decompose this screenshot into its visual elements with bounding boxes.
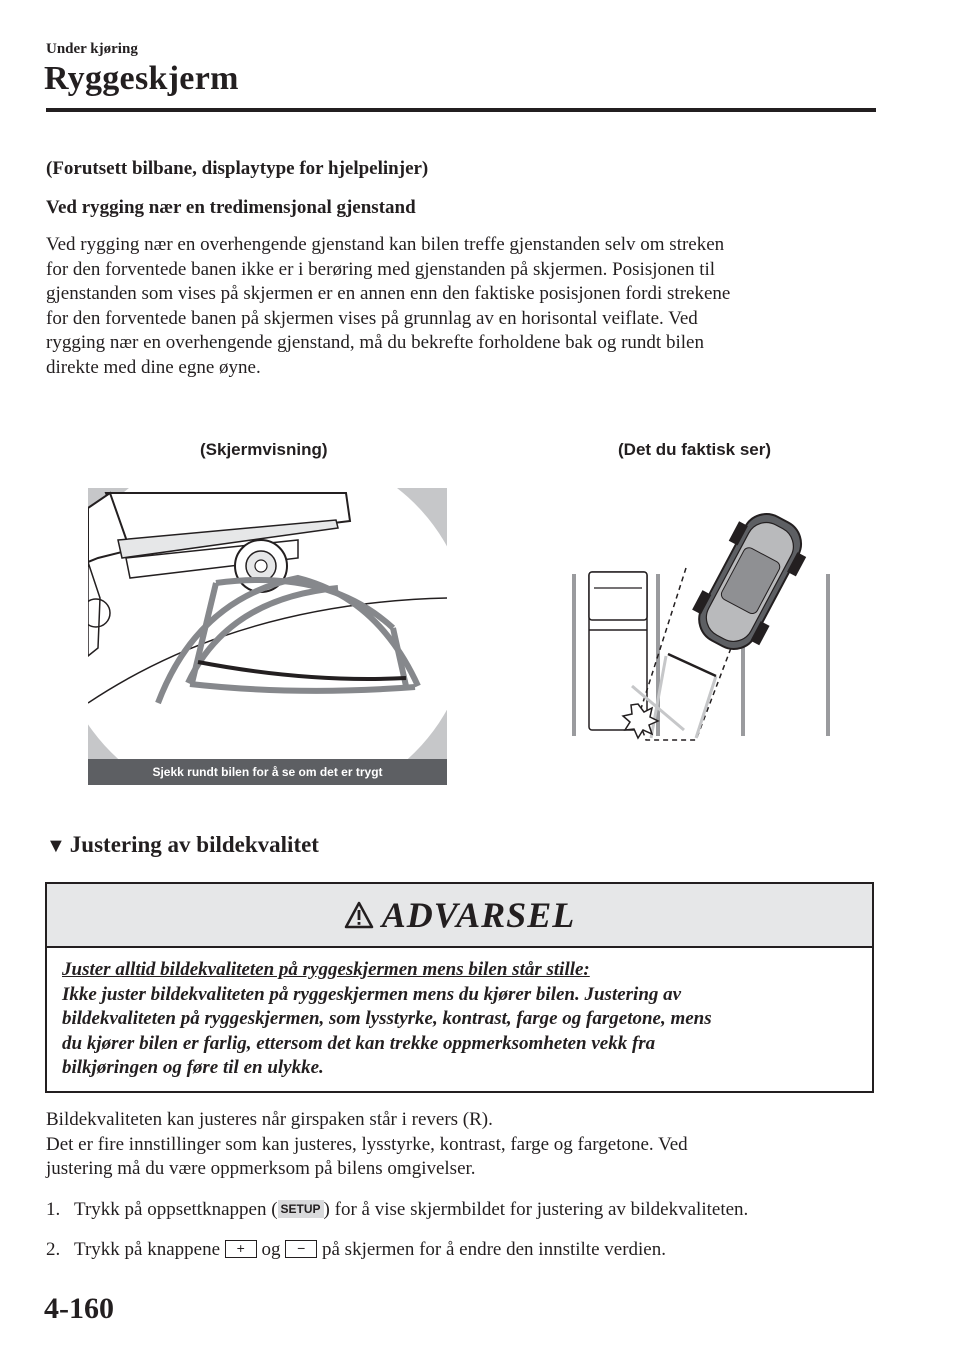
section-marker-icon: ▼ [46,835,66,857]
steps-list [46,1199,896,1279]
three-d-object-heading: Ved rygging nær en tredimensjonal gjenstand [46,197,416,218]
warning-lead: Juster alltid bildekvaliteten på ryggeskjermen mens bilen står stille: [62,959,590,980]
section-label: Under kjøring [46,41,138,57]
step-text-part: Trykk på oppsettknappen ( [74,1199,278,1220]
warning-box [45,882,874,1093]
setup-key-icon: SETUP [278,1200,324,1218]
page-number: 4-160 [44,1292,114,1325]
step-text-part: Trykk på knappene [74,1239,225,1260]
warning-title: ADVARSEL [381,895,576,935]
plus-key-icon: + [225,1240,257,1258]
image-quality-title: Justering av bildekvalitet [69,832,319,857]
warning-line: du kjører bilen er farlig, ettersom det kan trekke oppmerksomheten vekk fra [62,1032,656,1054]
camera-screen-illustration [88,488,447,785]
image-quality-heading [46,832,319,858]
parking-diagram [556,488,846,758]
warning-line: bilkjøringen og føre til en ulykke. [62,1057,324,1078]
text-line: rygging nær en overhengende gjenstand, må du bekrefte forholdene bak og rundt bilen [46,332,704,354]
actual-view-diagram [556,488,846,763]
guide-line-heading: (Forutsett bilbane, displaytype for hjelpelinjer) [46,158,429,179]
text-line: direkte med dine egne øyne. [46,356,261,378]
truck-and-guide-lines [88,488,447,785]
intro-paragraph [46,233,886,381]
step-text [74,1239,666,1261]
title-rule [46,108,876,112]
text-line: for den forventede banen ikke er i berøring med gjenstanden på skjermen. Posisjonen til [46,258,716,280]
step-number: 1. [46,1199,61,1220]
adjustment-paragraph [46,1108,886,1182]
text-line: Det er fire innstillinger som kan justeres, lysstyrke, kontrast, farge og fargetone. Ved [46,1133,688,1155]
page-title: Ryggeskjerm [44,60,239,97]
text-line: justering må du være oppmerksom på bilens omgivelser. [46,1158,476,1180]
warning-header [47,884,872,948]
minus-key-icon: − [285,1240,317,1258]
warning-line: Ikke juster bildekvaliteten på ryggeskjermen mens du kjører bilen. Justering av [62,983,682,1005]
actual-view-caption: (Det du faktisk ser) [618,440,772,459]
step-text [74,1199,748,1221]
text-line: for den forventede banen på skjermen vises på grunnlag av en horisontal veiflate. Ved [46,307,698,329]
warning-text [47,948,872,1081]
step-item [46,1239,896,1279]
step-item [46,1199,896,1239]
warning-line: bildekvaliteten på ryggeskjermen, som lysstyrke, kontrast, farge og fargetone, mens [62,1008,712,1029]
text-line: Ved rygging nær en overhengende gjenstand kan bilen treffe gjenstanden selv om streken [46,234,725,255]
step-text-part: på skjermen for å endre den innstilte verdien. [317,1239,666,1260]
screen-view-caption: (Skjermvisning) [200,440,328,459]
step-text-part: ) for å vise skjermbildet for justering av bildekvaliteten. [323,1199,749,1220]
screen-message-bar: Sjekk rundt bilen for å se om det er trygt [88,759,447,785]
step-number: 2. [46,1239,61,1260]
text-line: Bildekvaliteten kan justeres når girspaken står i revers (R). [46,1109,493,1130]
warning-triangle-icon [344,901,374,929]
text-line: gjenstanden som vises på skjermen er en annen enn den faktiske posisjonen fordi strekene [46,283,731,305]
step-text-part: og [256,1239,286,1260]
